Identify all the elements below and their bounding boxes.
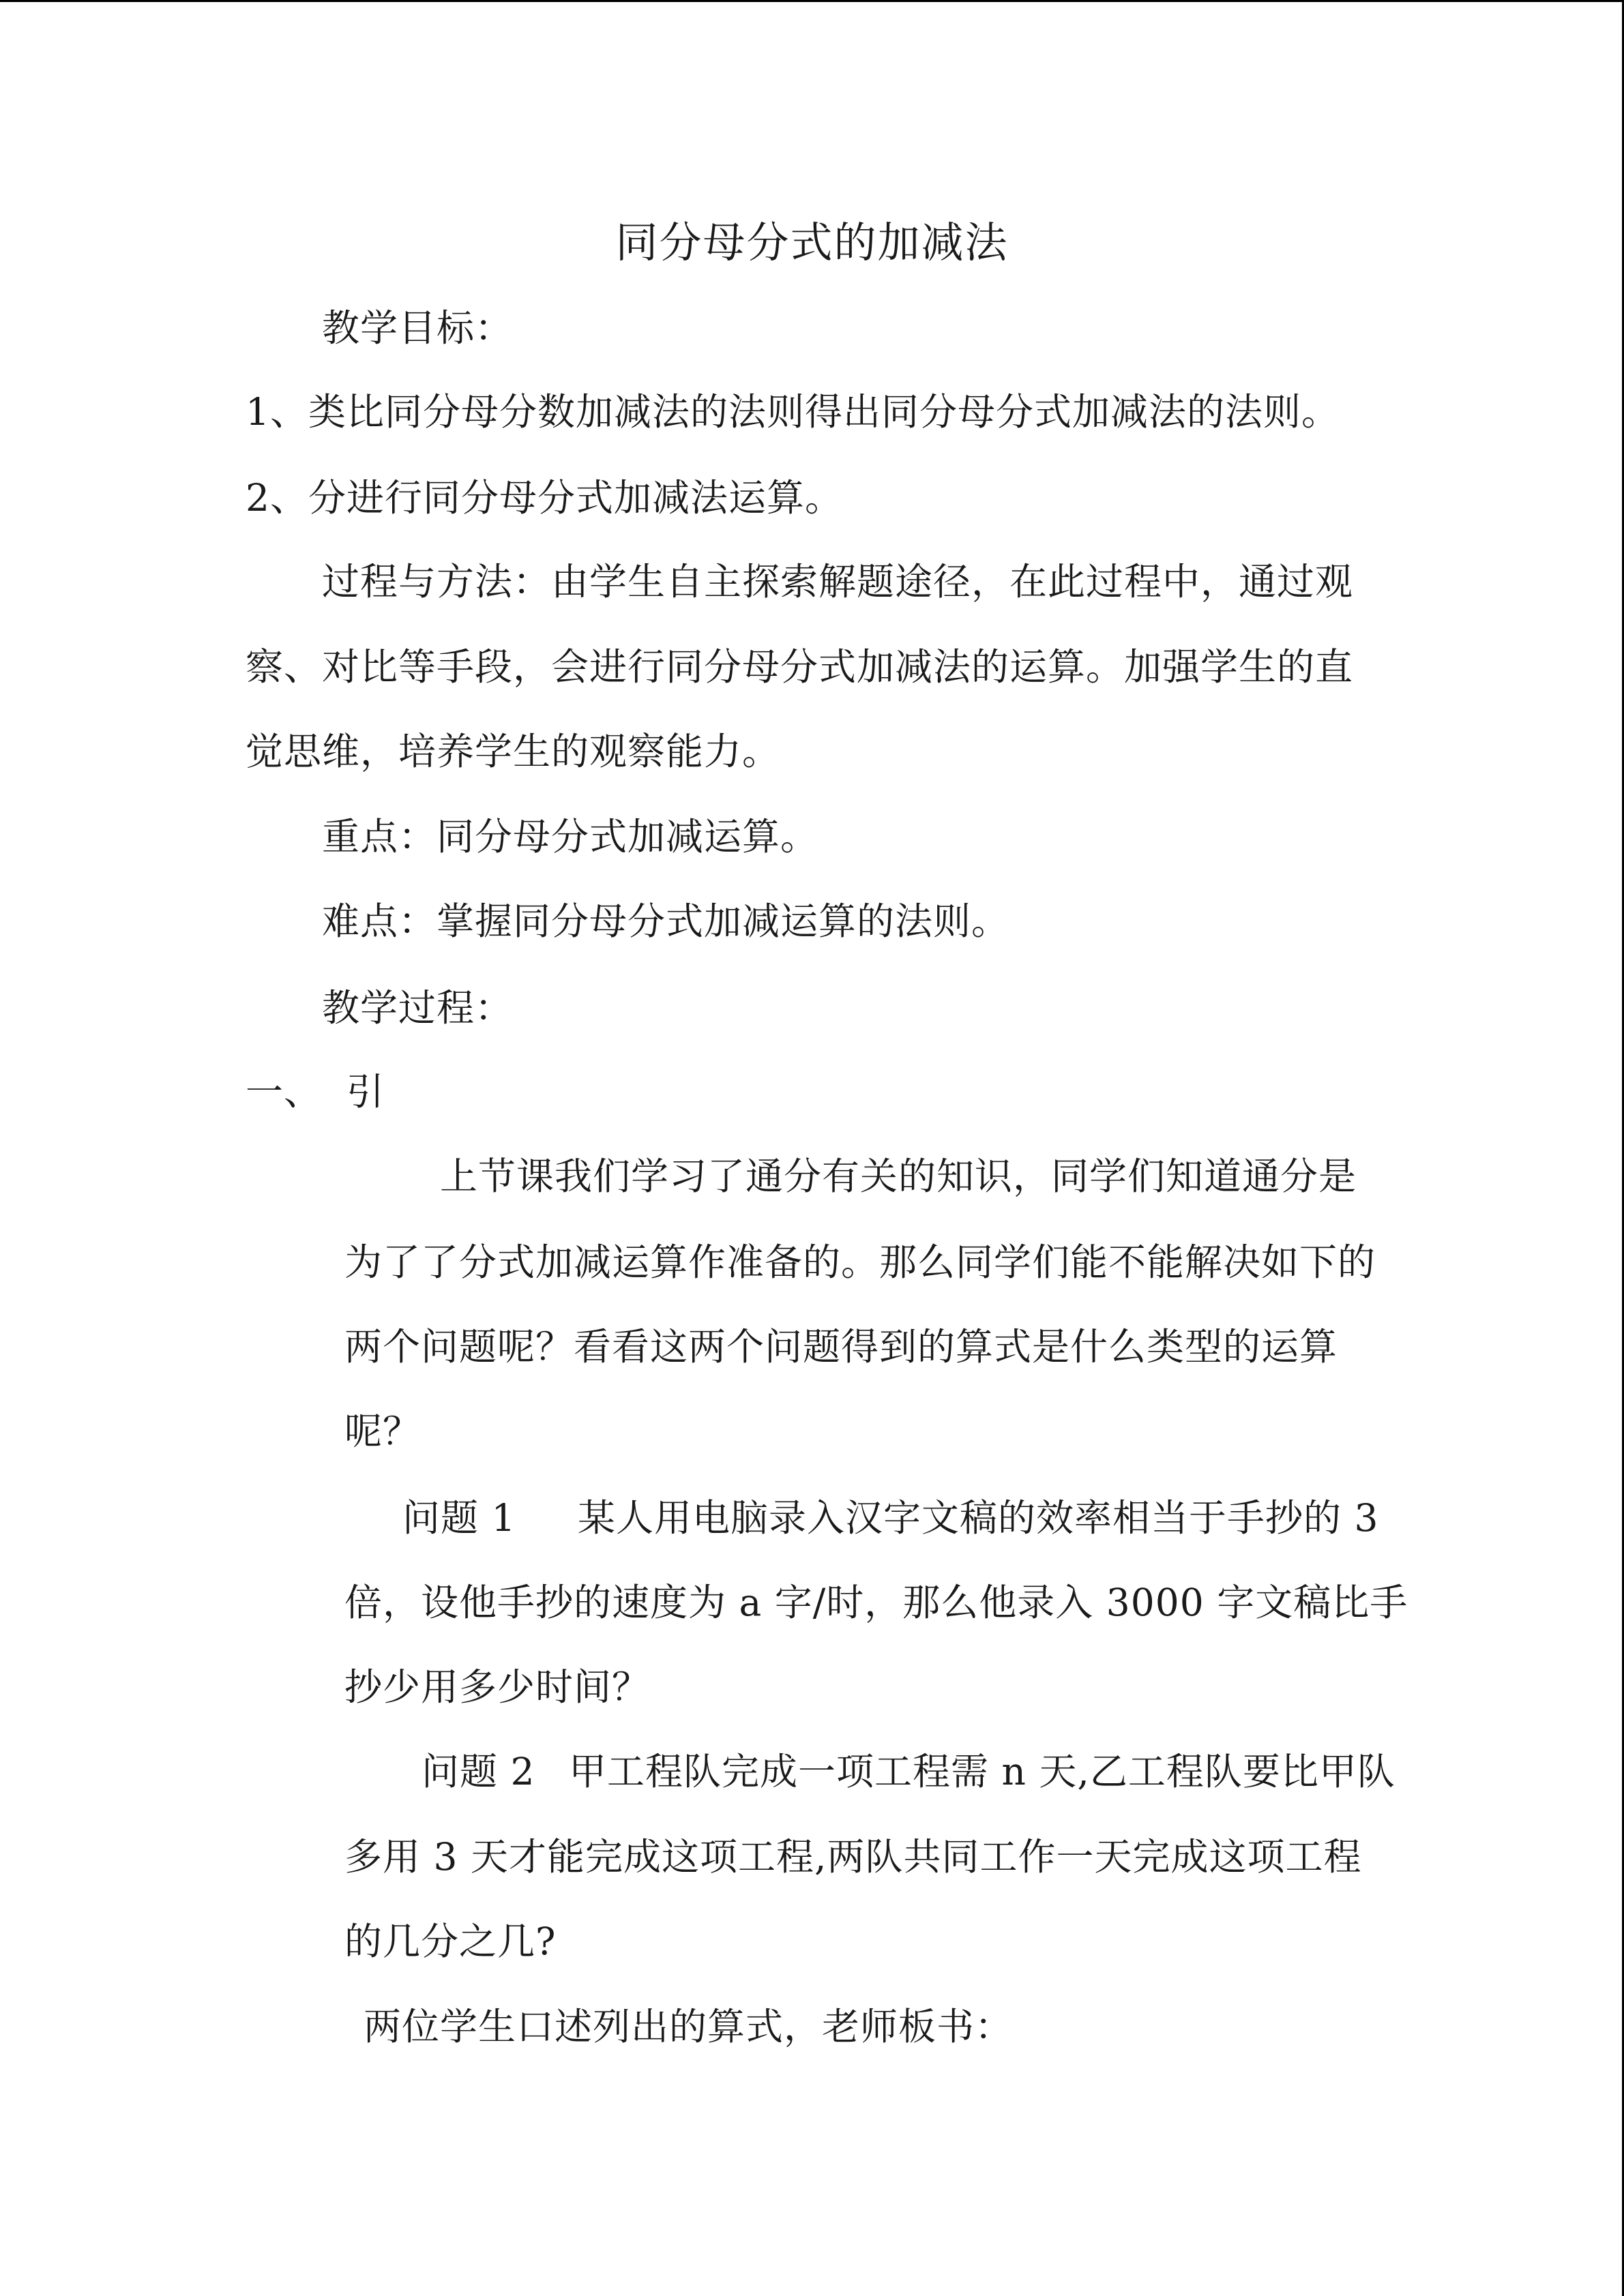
intro-line-1: 上节课我们学习了通分有关的知识，同学们知道通分是: [440, 1154, 1357, 1198]
problem-2-label: 问题 2: [422, 1750, 535, 1793]
problem-2-line-2: 多用 3 天才能完成这项工程,两队共同工作一天完成这项工程: [344, 1835, 1362, 1879]
page-title: 同分母分式的加减法: [615, 218, 1009, 267]
problem-1-line-3: 抄少用多少时间？: [344, 1665, 651, 1709]
objective-1: 1、类比同分母分数加减法的法则得出同分母分式加减法的法则。: [246, 390, 1340, 434]
problem-2-line-1: 甲工程队完成一项工程需 n 天,乙工程队要比甲队: [569, 1750, 1396, 1793]
section-label: 引: [346, 1070, 385, 1114]
intro-line-4: 呢？: [344, 1410, 422, 1453]
process-method-line-2: 察、对比等手段，会进行同分母分式加减法的运算。加强学生的直: [246, 645, 1354, 689]
process-method-line-3: 觉思维，培养学生的观察能力。: [246, 730, 781, 773]
problem-1-label: 问题 1: [402, 1496, 516, 1540]
closing-line: 两位学生口述列出的算式，老师板书：: [364, 2005, 1014, 2048]
intro-line-2: 为了了分式加减运算作准备的。那么同学们能不能解决如下的: [344, 1240, 1376, 1284]
process-heading: 教学过程：: [322, 986, 514, 1030]
section-number: 一、: [246, 1070, 323, 1114]
objectives-heading: 教学目标：: [322, 306, 514, 350]
intro-line-3: 两个问题呢？看看这两个问题得到的算式是什么类型的运算: [344, 1325, 1338, 1369]
difficulty: 难点：掌握同分母分式加减运算的法则。: [322, 899, 1010, 943]
problem-2-line-3: 的几分之几?: [344, 1920, 557, 1963]
objective-2: 2、分进行同分母分式加减法运算。: [246, 476, 843, 520]
process-method-line-1: 过程与方法：由学生自主探索解题途径，在此过程中，通过观: [322, 560, 1354, 603]
key-point: 重点：同分母分式加减运算。: [322, 815, 819, 859]
problem-1-line-1: 某人用电脑录入汉字文稿的效率相当于手抄的 3: [578, 1496, 1379, 1540]
problem-1-line-2: 倍，设他手抄的速度为 a 字/时，那么他录入 3000 字文稿比手: [344, 1581, 1408, 1624]
